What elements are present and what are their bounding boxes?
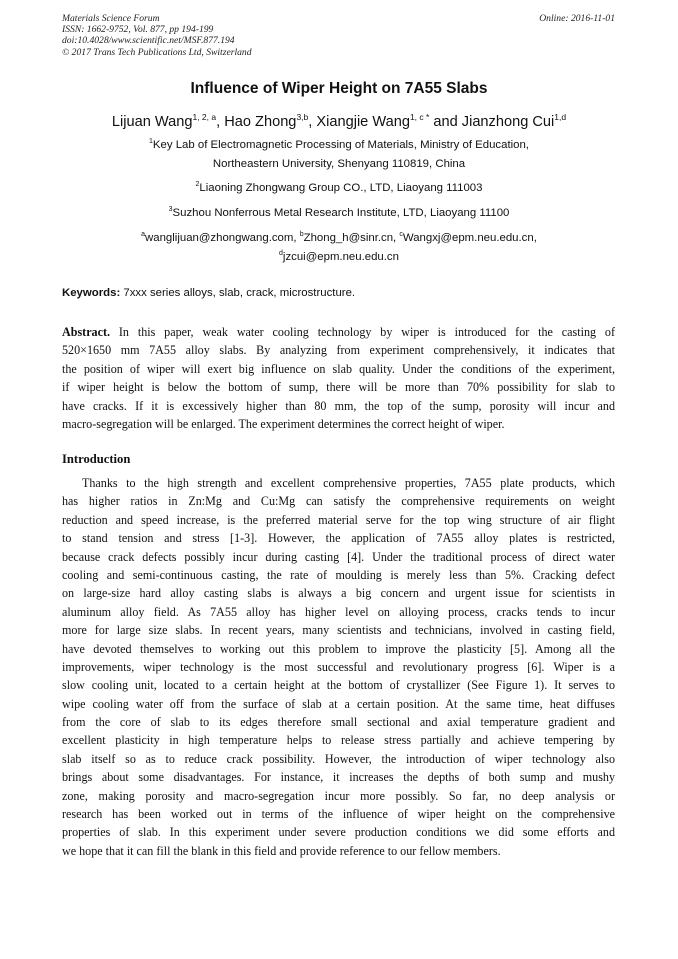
keywords-label: Keywords: (62, 287, 121, 299)
abstract-text: In this paper, weak water cooling technology by wiper is introduced for the casting of (110, 325, 615, 339)
email-sup: b (299, 231, 304, 238)
affiliation-1 (0, 136, 678, 173)
intro-line: excellent plasticity in high temperature helps to release stress partially and achieve tempering by (62, 733, 615, 748)
abstract-label: Abstract. (62, 325, 111, 339)
section-heading-introduction: Introduction (62, 452, 131, 466)
email-sup: d (279, 249, 283, 257)
doi-line: doi:10.4028/www.scientific.net/MSF.877.194 (62, 35, 235, 47)
affiliation-sup: 2 (195, 181, 200, 188)
affiliation-text: Liaoning Zhongwang Group CO., LTD, Liaoyang 111003 (199, 182, 483, 194)
author-separator: , (308, 114, 317, 130)
abstract-line: if wiper height is below the bottom of sump, there will be more than 70% possibility for slab to (62, 380, 615, 395)
author-sup: 1,d (554, 112, 567, 122)
introduction-body (62, 474, 615, 860)
journal-name: Materials Science Forum (62, 13, 160, 24)
author-list (0, 114, 678, 130)
intro-line: improvements, wiper technology is the most successful and revolutionary progress [6]. Wiper is a (62, 659, 615, 674)
affiliation-3 (0, 204, 678, 223)
email-addresses (0, 229, 678, 266)
intro-line: from the core of slab to its edges therefore small sectional and axial temperature gradient and (62, 715, 615, 730)
intro-line: zone, making porosity and macro-segregation incur more possibly. So far, no deep analysis or (62, 788, 615, 803)
author-name: Lijuan Wang (111, 114, 193, 130)
intro-line: wipe cooling water off from the surface of slab at a certain position. At the same time, heat diffuses (62, 696, 615, 711)
intro-line: slab itself so as to reduce crack possibility. However, the introduction of wiper technology also (62, 751, 615, 766)
author-name: Jianzhong Cui (461, 114, 555, 130)
author-name: Hao Zhong (224, 114, 297, 130)
intro-line: cooling and semi-continuous casting, the rate of moulding is merely less than 5%. Cracking defect (62, 567, 615, 582)
email-link[interactable]: Zhong_h@sinr.cn, (303, 232, 400, 244)
affiliation-sup: 3 (168, 206, 173, 213)
abstract-line: have cracks. If it is excessively higher than 80 mm, the top of the sump, porosity will incur and (62, 398, 615, 413)
intro-line: slow cooling unit, located to a certain height at the bottom of crystallizer (See Figure 1). It serves to (62, 678, 615, 693)
paper-title: Influence of Wiper Height on 7A55 Slabs (190, 80, 488, 97)
abstract-line: macro-segregation will be enlarged. The experiment determines the correct height of wiper. (62, 416, 505, 431)
intro-line: research has been worked out in terms of the influence of wiper height on the comprehensive (62, 807, 615, 822)
intro-line: has higher ratios in Zn:Mg and Cu:Mg can satisfy the comprehensive requirements on weight (62, 494, 615, 509)
online-date: Online: 2016-11-01 (539, 13, 615, 24)
intro-line: we hope that it can fill the blank in this field and provide reference to our fellow members. (62, 843, 501, 858)
author-sup: 1, c * (409, 112, 430, 122)
intro-line: to stand tension and stress [1-3]. However, the application of 7A55 alloy plates is restricted, (62, 531, 615, 546)
intro-line: aluminum alloy field. As 7A55 alloy has higher level on alloying process, cracks tends to incur (62, 604, 615, 619)
author-name: Xiangjie Wang (316, 114, 410, 130)
affiliation-text: Northeastern University, Shenyang 110819, China (212, 157, 466, 170)
copyright-line: © 2017 Trans Tech Publications Ltd, Switzerland (62, 46, 252, 58)
author-sup: 3,b (296, 112, 309, 122)
author-sup: 1, 2, a (192, 112, 217, 122)
affiliation-text: Key Lab of Electromagnetic Processing of Materials, Ministry of Education, (152, 139, 529, 151)
intro-line: have devoted themselves to working out this problem to improve the plasticity [5]. Among all the (62, 641, 615, 656)
email-sup: c (399, 231, 403, 238)
abstract (62, 323, 615, 433)
intro-line: properties of slab. In this experiment under severe production conditions we did some efforts and (62, 825, 615, 840)
abstract-line: the position of wiper will exert big influence on slab quality. Under the conditions of the experiment, (62, 361, 615, 376)
email-link[interactable]: wanglijuan@zhongwang.com, (145, 232, 300, 244)
abstract-line (62, 323, 615, 341)
email-link[interactable]: Wangxj@epm.neu.edu.cn, (402, 232, 537, 244)
email-link[interactable]: jzcui@epm.neu.edu.cn (282, 250, 399, 263)
author-separator: , (216, 114, 225, 130)
abstract-line: 520×1650 mm 7A55 alloy slabs. By analyzing from experiment comprehensively, it indicates that (62, 343, 615, 358)
keywords (62, 287, 355, 299)
intro-line: reduction and speed increase, is the preferred material serve for the top wing structure of air flight (62, 512, 615, 527)
author-separator: and (429, 114, 462, 130)
keywords-text: 7xxx series alloys, slab, crack, microstructure. (120, 287, 356, 299)
affiliation-2 (0, 179, 678, 198)
intro-line: more for large size slabs. In recent years, many scientists and technicians, involved in casting field, (62, 623, 615, 638)
intro-line: Thanks to the high strength and excellent comprehensive properties, 7A55 plate products, which (82, 476, 615, 490)
intro-line: brings about some disadvantages. For instance, it increases the depths of both sump and mushy (62, 770, 615, 785)
journal-header (62, 13, 252, 58)
email-sup: a (141, 231, 146, 238)
affiliation-text: Suzhou Nonferrous Metal Research Institute, LTD, Liaoyang 11100 (172, 207, 510, 219)
affiliation-sup: 1 (149, 138, 153, 145)
issn-line: ISSN: 1662-9752, Vol. 877, pp 194-199 (62, 24, 214, 36)
intro-line: because crack defects possibly incur during casting [4]. Under the traditional process of direct water (62, 549, 615, 564)
intro-line: on large-size hard alloy casting slabs is always a big concern and urgent issue for scientists in (62, 586, 615, 601)
